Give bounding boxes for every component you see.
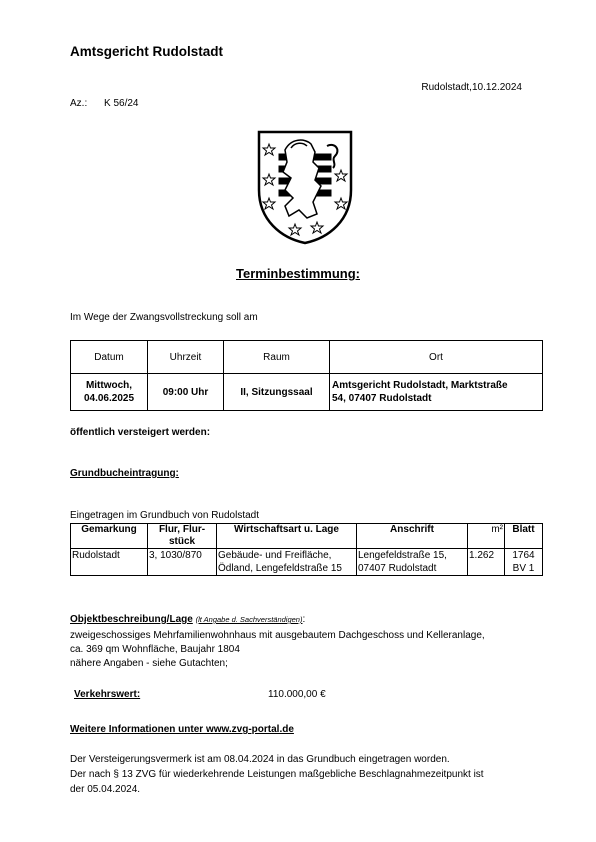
ort-line2: 54, 07407 Rudolstadt xyxy=(332,393,432,404)
schedule-header-row xyxy=(71,341,543,374)
cell-gemarkung: Rudolstadt xyxy=(71,549,148,576)
footer-line1: Der Versteigerungsvermerk ist am 08.04.2024 in das Grundbuch eingetragen worden. xyxy=(70,754,450,765)
ort-line1: Amtsgericht Rudolstadt, Marktstraße xyxy=(332,380,508,391)
cell-wirtschaftsart xyxy=(217,549,357,576)
wirtschaft-line1: Gebäude- und Freifläche, xyxy=(218,550,332,561)
header-flur xyxy=(148,524,217,549)
grundbuch-table xyxy=(70,523,543,576)
more-info-link[interactable]: Weitere Informationen unter www.zvg-portal.de xyxy=(70,724,294,735)
datum-line2: 04.06.2025 xyxy=(83,393,135,404)
schedule-table xyxy=(70,340,543,411)
header-uhrzeit: Uhrzeit xyxy=(148,341,224,374)
page-title: Terminbestimmung: xyxy=(236,266,360,281)
anschrift-line2: 07407 Rudolstadt xyxy=(358,563,437,574)
az-value: K 56/24 xyxy=(104,98,139,109)
objekt-note: (lt Angabe d. Sachverständigen) xyxy=(195,615,303,624)
anschrift-line1: Lengefeldstraße 15, xyxy=(358,550,447,561)
blatt-line2: BV 1 xyxy=(512,563,535,574)
grundbuch-intro: Eingetragen im Grundbuch von Rudolstadt xyxy=(70,510,260,521)
cell-m2: 1.262 xyxy=(468,549,505,576)
objekt-line2: ca. 369 qm Wohnfläche, Baujahr 1804 xyxy=(70,644,240,655)
grundbuch-row xyxy=(71,549,543,576)
header-raum: Raum xyxy=(224,341,330,374)
objekt-heading: Objektbeschreibung/Lage xyxy=(70,614,193,625)
wirtschaft-line2: Ödland, Lengefeldstraße 15 xyxy=(218,563,342,574)
flur-header-line1: Flur, Flur- xyxy=(158,524,206,535)
grundbuch-header-row xyxy=(71,524,543,549)
footer-text xyxy=(70,752,484,797)
place-date: Rudolstadt,10.12.2024 xyxy=(421,82,522,93)
cell-datum xyxy=(71,374,148,411)
header-wirtschaftsart: Wirtschaftsart u. Lage xyxy=(217,524,357,549)
verkehrswert-label: Verkehrswert: xyxy=(74,689,141,700)
court-name: Amtsgericht Rudolstadt xyxy=(70,44,224,59)
schedule-row xyxy=(71,374,543,411)
header-datum: Datum xyxy=(71,341,148,374)
az-label: Az.: xyxy=(70,98,88,109)
auction-text: öffentlich versteigert werden: xyxy=(70,427,211,438)
thuringia-coat-of-arms xyxy=(255,128,355,246)
header-ort: Ort xyxy=(330,341,543,374)
flur-header-line2: stück xyxy=(168,536,196,547)
grundbuch-heading: Grundbucheintragung: xyxy=(70,468,179,479)
intro-text: Im Wege der Zwangsvollstreckung soll am xyxy=(70,312,258,323)
objekt-line3: nähere Angaben - siehe Gutachten; xyxy=(70,658,228,669)
footer-line3: der 05.04.2024. xyxy=(70,784,141,795)
header-anschrift: Anschrift xyxy=(357,524,468,549)
cell-flur: 3, 1030/870 xyxy=(148,549,217,576)
objekt-colon: : xyxy=(302,614,306,625)
footer-line2: Der nach § 13 ZVG für wiederkehrende Leistungen maßgebliche Beschlagnahmezeitpunkt ist xyxy=(70,769,484,780)
objekt-description xyxy=(70,629,485,671)
objekt-line1: zweigeschossiges Mehrfamilienwohnhaus mit ausgebautem Dachgeschoss und Kelleranlage, xyxy=(70,630,485,641)
cell-anschrift xyxy=(357,549,468,576)
header-m2: m² xyxy=(468,524,505,549)
cell-ort xyxy=(330,374,543,411)
blatt-line1: 1764 xyxy=(512,550,535,561)
header-blatt: Blatt xyxy=(505,524,543,549)
cell-blatt xyxy=(505,549,543,576)
verkehrswert-value: 110.000,00 € xyxy=(268,689,326,700)
objekt-heading-line xyxy=(70,614,305,625)
datum-line1: Mittwoch, xyxy=(85,380,133,391)
header-gemarkung: Gemarkung xyxy=(71,524,148,549)
cell-uhrzeit: 09:00 Uhr xyxy=(148,374,224,411)
file-reference xyxy=(70,98,139,109)
cell-raum: II, Sitzungssaal xyxy=(224,374,330,411)
